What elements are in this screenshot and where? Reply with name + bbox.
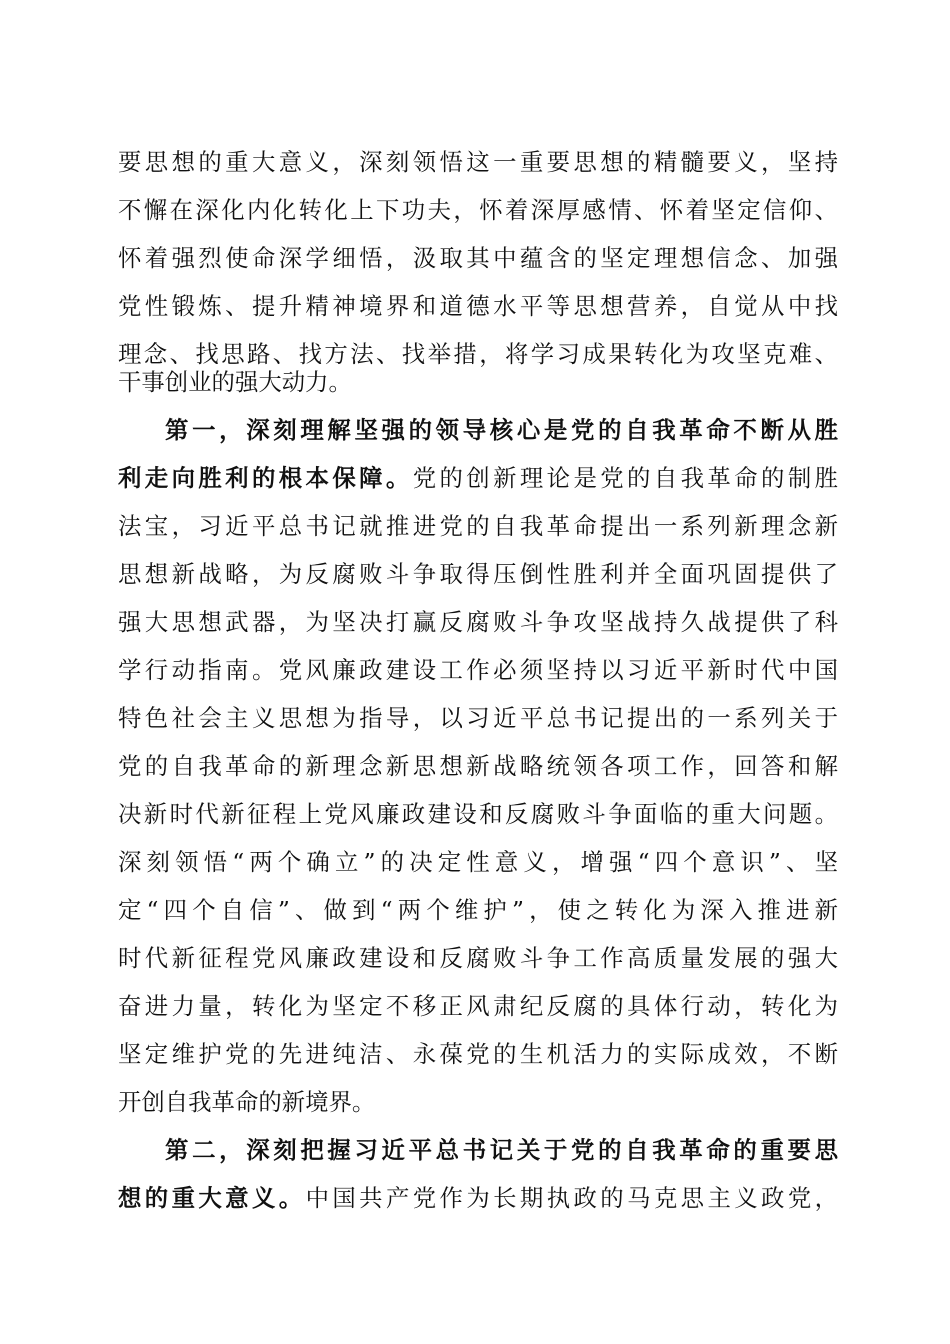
paragraph-line: 怀着强烈使命深学细悟，汲取其中蕴含的坚定理想信念、加强 [118, 244, 838, 272]
paragraph-line: 不懈在深化内化转化上下功夫，怀着深厚感情、怀着坚定信仰、 [118, 196, 838, 224]
section1-body-line: 特色社会主义思想为指导，以习近平总书记提出的一系列关于 [118, 704, 838, 732]
section1-body-line: 党的自我革命的新理念新思想新战略统领各项工作，回答和解 [118, 752, 838, 780]
section1-body-line: 坚定维护党的先进纯洁、永葆党的生机活力的实际成效，不断 [118, 1040, 838, 1068]
section1-body-line: 奋进力量，转化为坚定不移正风肃纪反腐的具体行动，转化为 [118, 992, 838, 1020]
section2-heading-tail: 想的重大意义。 [118, 1184, 306, 1212]
paragraph-line: 理念、找思路、找方法、找举措，将学习成果转化为攻坚克难、 [118, 340, 838, 368]
section1-heading-line1: 第一，深刻理解坚强的领导核心是党的自我革命不断从胜 [165, 416, 838, 444]
section1-heading-tail: 利走向胜利的根本保障。 [118, 464, 413, 492]
section1-body-line: 决新时代新征程上党风廉政建设和反腐败斗争面临的重大问题。 [118, 800, 838, 828]
section1-body-line: 思想新战略，为反腐败斗争取得压倒性胜利并全面巩固提供了 [118, 560, 838, 588]
section1-body-line: 定“四个自信”、做到“两个维护”，使之转化为深入推进新 [118, 896, 838, 924]
section1-body-line: 时代新征程党风廉政建设和反腐败斗争工作高质量发展的强大 [118, 944, 838, 972]
paragraph-line: 党性锻炼、提升精神境界和道德水平等思想营养，自觉从中找 [118, 292, 838, 320]
section2-heading-line2 [118, 1174, 838, 1222]
paragraph-line: 要思想的重大意义，深刻领悟这一重要思想的精髓要义，坚持 [118, 148, 838, 176]
section1-heading-line2 [118, 454, 838, 502]
section2-body-start: 中国共产党作为长期执政的马克思主义政党， [305, 1184, 839, 1212]
section1-body-line: 强大思想武器，为坚决打赢反腐败斗争攻坚战持久战提供了科 [118, 608, 838, 636]
section2-heading-line1: 第二，深刻把握习近平总书记关于党的自我革命的重要思 [165, 1136, 838, 1164]
section1-body-start: 党的创新理论是党的自我革命的制胜 [412, 464, 838, 492]
section1-body-line: 学行动指南。党风廉政建设工作必须坚持以习近平新时代中国 [118, 656, 838, 684]
section1-body-line-last: 开创自我革命的新境界。 [118, 1088, 376, 1116]
paragraph-line-last: 干事创业的强大动力。 [118, 368, 352, 396]
section1-body-line: 法宝，习近平总书记就推进党的自我革命提出一系列新理念新 [118, 512, 838, 540]
section1-body-line: 深刻领悟“两个确立”的决定性意义，增强“四个意识”、坚 [118, 848, 838, 876]
